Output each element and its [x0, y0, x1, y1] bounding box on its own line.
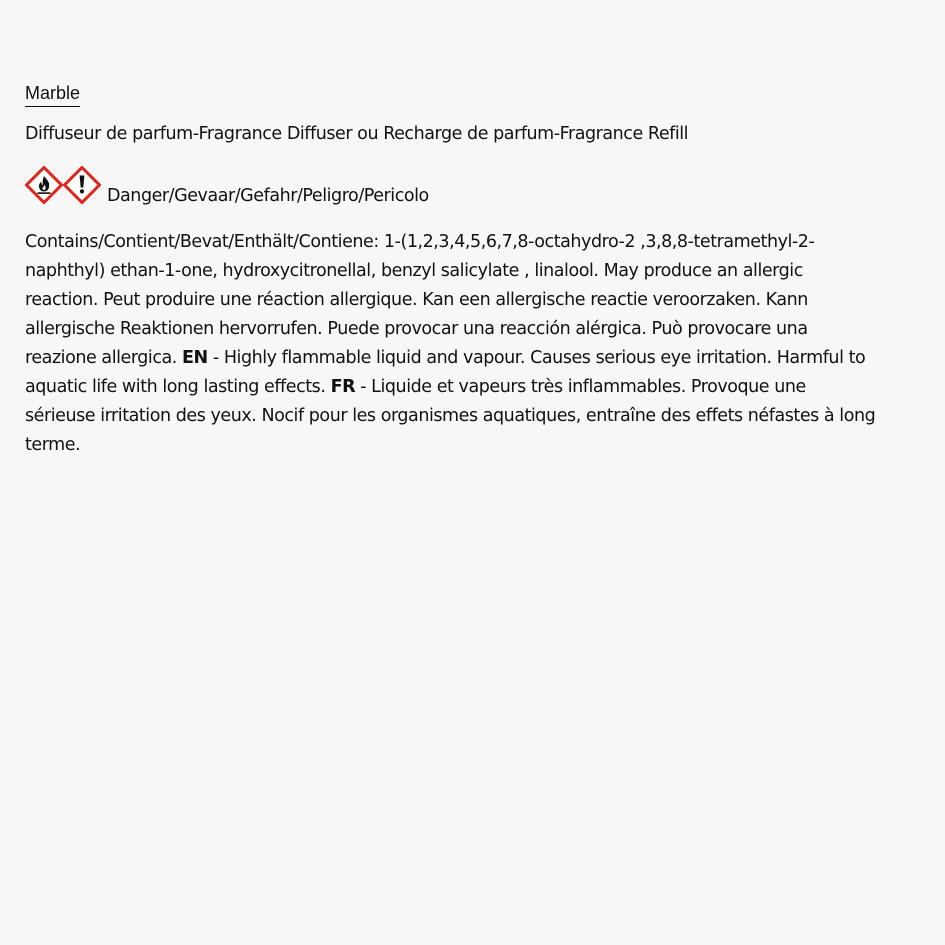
language-tag-fr: FR: [330, 377, 356, 397]
warning-text-segment: allergische Reaktionen hervorrufen. Puede provocar una reacción alérgica. Può provocare una: [25, 319, 808, 339]
warning-text-segment: - Highly flammable liquid and vapour. Causes serious eye irritation. Harmful to: [207, 348, 866, 368]
language-tag-en: EN: [182, 348, 208, 368]
warning-text-segment: sérieuse irritation des yeux. Nocif pour les organismes aquatiques, entraîne des effets néfastes à long: [25, 406, 876, 426]
product-name: Marble: [25, 82, 80, 107]
warning-text-segment: reaction. Peut produire une réaction allergique. Kan een allergische reactie veroorzaken. Kann: [25, 290, 808, 310]
warning-line: [25, 286, 925, 315]
warning-text-segment: terme.: [25, 435, 81, 455]
warning-text-segment: aquatic life with long lasting effects.: [25, 377, 331, 397]
warning-line: [25, 228, 925, 257]
warning-line: [25, 431, 925, 460]
warning-statement: [25, 228, 925, 460]
warning-line: [25, 402, 925, 431]
warning-text-segment: reazione allergica.: [25, 348, 183, 368]
product-description: Diffuseur de parfum-Fragrance Diffuser ou Recharge de parfum-Fragrance Refill: [25, 124, 689, 144]
warning-text-segment: - Liquide et vapeurs très inflammables. Provoque une: [355, 377, 806, 397]
warning-line: [25, 257, 925, 286]
warning-line: [25, 373, 925, 402]
signal-word: Danger/Gevaar/Gefahr/Peligro/Pericolo: [107, 186, 429, 206]
exclamation-mark-icon: [63, 166, 101, 204]
warning-line: [25, 315, 925, 344]
warning-text-segment: naphthyl) ethan-1-one, hydroxycitronellal, benzyl salicylate , linalool. May produce an allergic: [25, 261, 803, 281]
warning-text-segment: Contains/Contient/Bevat/Enthält/Contiene: 1-(1,2,3,4,5,6,7,8-octahydro-2 ,3,8,8-tetramethyl-2-: [25, 232, 815, 252]
warning-line: [25, 344, 925, 373]
flame-icon: [25, 166, 63, 204]
